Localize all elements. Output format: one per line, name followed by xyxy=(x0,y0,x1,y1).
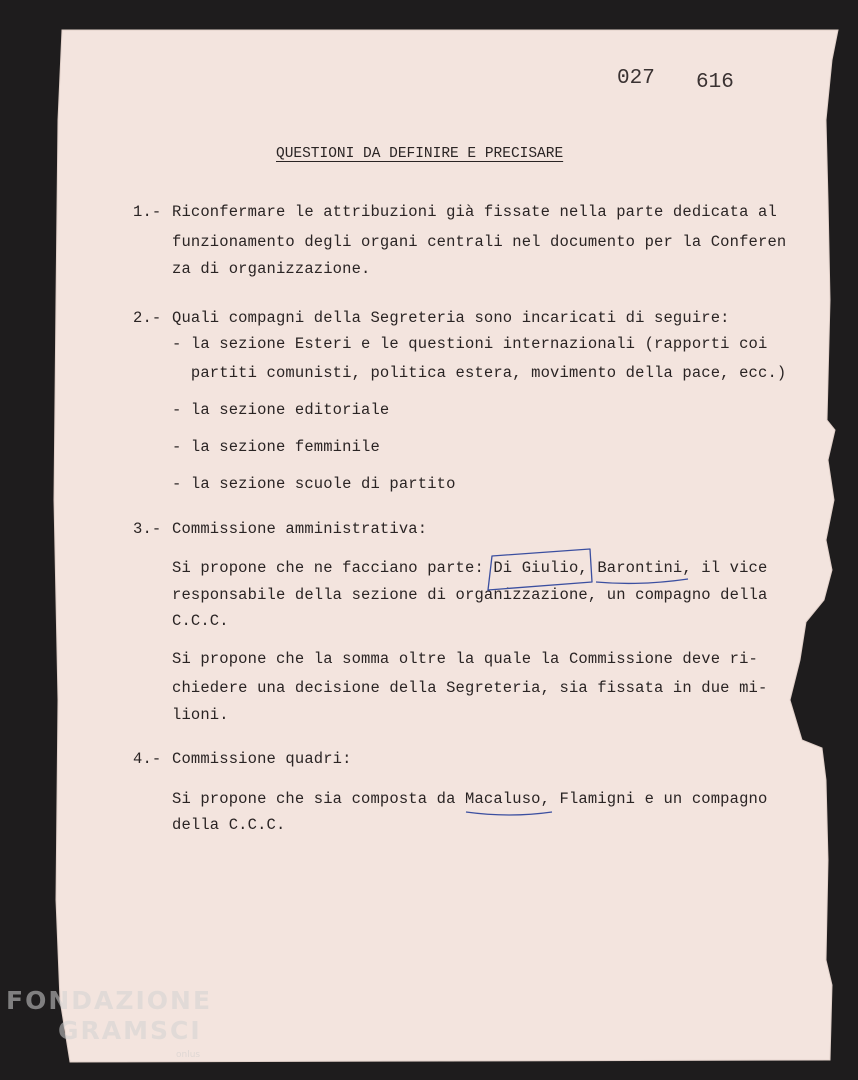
item-line: Commissione quadri: xyxy=(172,750,352,768)
item-line: Si propone che la somma oltre la quale la Commissione deve ri- xyxy=(172,650,758,668)
item-line: Quali compagni della Segreteria sono incaricati di seguire: xyxy=(172,309,730,327)
item-marker: 1.- xyxy=(133,203,162,221)
archive-number-left: 027 xyxy=(617,67,655,90)
paper-edge xyxy=(54,30,838,1062)
item-line: Si propone che sia composta da Macaluso, Flamigni e un compagno xyxy=(172,790,768,808)
item-marker: 3.- xyxy=(133,520,162,538)
item-line: della C.C.C. xyxy=(172,816,286,834)
watermark-line2: GRAMSCI xyxy=(58,1016,202,1045)
item-line: Si propone che ne facciano parte: Di Giulio, Barontini, il vice xyxy=(172,559,768,577)
item-line: responsabile della sezione di organizzazione, un compagno della xyxy=(172,586,768,604)
list-item-continuation: partiti comunisti, politica estera, movimento della pace, ecc.) xyxy=(172,364,787,382)
item-line: lioni. xyxy=(172,706,229,724)
item-line: Commissione amministrativa: xyxy=(172,520,428,538)
archive-number-right: 616 xyxy=(696,71,734,94)
item-line: za di organizzazione. xyxy=(172,260,371,278)
item-marker: 4.- xyxy=(133,750,162,768)
item-line: funzionamento degli organi centrali nel documento per la Conferen xyxy=(172,233,787,251)
item-line: chiedere una decisione della Segreteria, sia fissata in due mi- xyxy=(172,679,768,697)
list-item: - la sezione Esteri e le questioni internazionali (rapporti coi xyxy=(172,335,768,353)
item-line: C.C.C. xyxy=(172,612,229,630)
list-item: - la sezione scuole di partito xyxy=(172,475,456,493)
watermark-line1: FONDAZIONE xyxy=(6,986,213,1015)
watermark-sub: onlus xyxy=(176,1050,201,1060)
document-title: QUESTIONI DA DEFINIRE E PRECISARE xyxy=(276,146,564,162)
item-line: Riconfermare le attribuzioni già fissate nella parte dedicata al xyxy=(172,203,777,221)
item-marker: 2.- xyxy=(133,309,162,327)
list-item: - la sezione femminile xyxy=(172,438,380,456)
list-item: - la sezione editoriale xyxy=(172,401,390,419)
